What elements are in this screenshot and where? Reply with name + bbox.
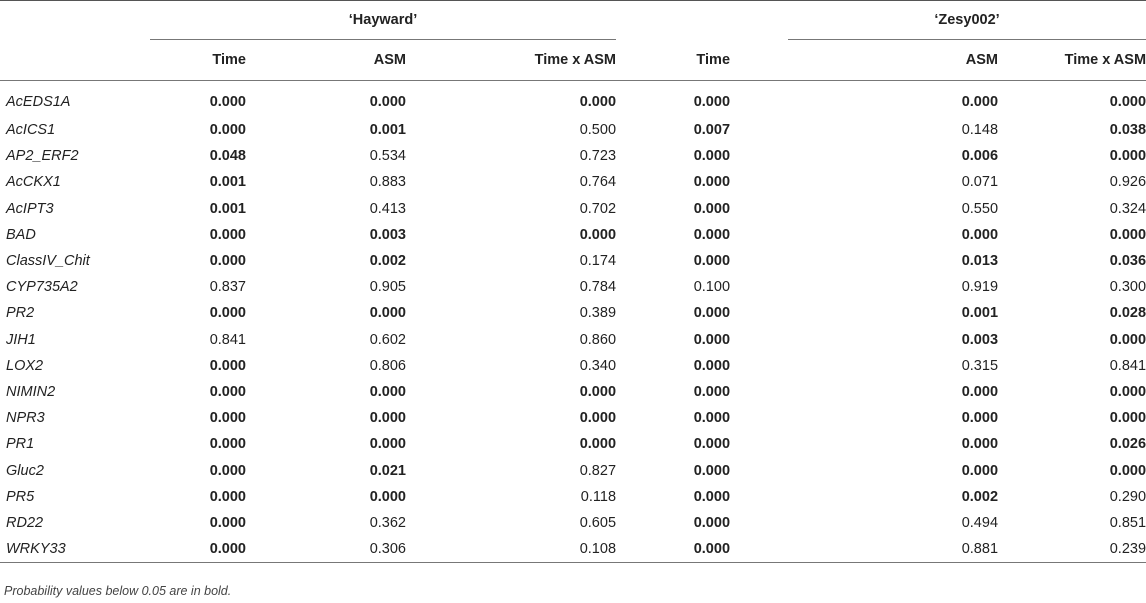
col-zesy-time: Time (616, 40, 730, 81)
hayward-interaction-cell: 0.764 (579, 174, 617, 191)
hayward-time-cell: 0.000 (209, 462, 246, 479)
zesy-time-cell: 0.000 (693, 200, 731, 217)
table-row (0, 327, 1146, 353)
hayward-time-cell: 0.000 (209, 122, 246, 139)
hayward-asm-cell: 0.003 (369, 226, 406, 243)
hayward-time-cell: 0.000 (209, 226, 246, 243)
hayward-interaction-cell: 0.702 (579, 200, 617, 217)
hayward-interaction-cell: 0.500 (579, 122, 617, 139)
hayward-asm-cell: 0.000 (369, 383, 406, 400)
table-row (0, 510, 1146, 536)
zesy-interaction-cell: 0.026 (1109, 436, 1146, 453)
hayward-interaction-cell: 0.827 (579, 462, 617, 479)
table-row (0, 222, 1146, 248)
table-row (0, 248, 1146, 274)
gene-name-cell: AcEDS1A (6, 94, 71, 110)
zesy-time-cell: 0.000 (693, 383, 731, 400)
gene-name-cell: NPR3 (6, 410, 45, 427)
hayward-interaction-cell: 0.000 (579, 383, 617, 400)
hayward-asm-cell: 0.306 (246, 536, 406, 563)
hayward-time-cell: 0.000 (209, 253, 246, 270)
zesy-time-cell: 0.007 (693, 122, 731, 139)
hayward-interaction-cell: 0.000 (579, 94, 617, 110)
zesy-interaction-cell: 0.000 (1109, 462, 1146, 479)
zesy-time-cell: 0.000 (693, 357, 731, 374)
gene-name-cell: AcICS1 (6, 122, 56, 139)
table-row (0, 431, 1146, 457)
zesy-asm-cell: 0.000 (961, 410, 999, 427)
zesy-asm-cell: 0.000 (961, 462, 999, 479)
zesy-time-cell: 0.100 (693, 279, 731, 296)
gene-name-cell: AP2_ERF2 (6, 148, 79, 165)
gene-name-cell: LOX2 (6, 357, 44, 374)
hayward-asm-cell: 0.362 (369, 514, 406, 531)
hayward-asm-cell: 0.000 (369, 410, 406, 427)
group-header-hayward: ‘Hayward’ (150, 1, 616, 40)
zesy-time-cell: 0.000 (693, 488, 731, 505)
zesy-interaction-cell: 0.000 (1109, 94, 1146, 110)
hayward-interaction-cell: 0.784 (579, 279, 617, 296)
zesy-asm-cell: 0.000 (961, 436, 999, 453)
table-body (0, 81, 1146, 563)
hayward-time-cell: 0.000 (209, 410, 246, 427)
zesy-asm-cell: 0.000 (961, 383, 999, 400)
zesy-asm-cell: 0.071 (961, 174, 999, 191)
hayward-time-cell: 0.000 (209, 305, 246, 322)
zesy-time-cell: 0.000 (693, 305, 731, 322)
table-footnote: Probability values below 0.05 are in bold. (4, 584, 232, 598)
hayward-time-cell: 0.000 (209, 94, 246, 110)
hayward-asm-cell: 0.602 (369, 331, 406, 348)
zesy-asm-cell: 0.013 (961, 253, 999, 270)
hayward-interaction-cell: 0.340 (579, 357, 617, 374)
table-row (0, 169, 1146, 195)
group-header-row (0, 1, 1146, 40)
zesy-asm-cell: 0.000 (961, 226, 999, 243)
zesy-interaction-cell: 0.239 (998, 536, 1146, 563)
hayward-time-cell: 0.000 (209, 488, 246, 505)
zesy-interaction-cell: 0.028 (1109, 305, 1146, 322)
zesy-asm-cell: 0.001 (961, 305, 999, 322)
hayward-interaction-cell: 0.174 (579, 253, 617, 270)
zesy-interaction-cell: 0.851 (1109, 514, 1146, 531)
table-row (0, 484, 1146, 510)
hayward-asm-cell: 0.413 (369, 200, 406, 217)
zesy-time-cell: 0.000 (693, 514, 731, 531)
zesy-asm-cell: 0.881 (802, 536, 998, 563)
zesy-time-cell: 0.000 (693, 253, 731, 270)
hayward-asm-cell: 0.000 (369, 305, 406, 322)
zesy-interaction-cell: 0.000 (1109, 331, 1146, 348)
table-row (0, 143, 1146, 169)
gene-name-cell: JIH1 (6, 331, 36, 348)
hayward-interaction-cell: 0.000 (579, 436, 617, 453)
table-row (0, 274, 1146, 300)
hayward-asm-cell: 0.000 (369, 488, 406, 505)
gene-name-cell: PR1 (6, 436, 35, 453)
zesy-asm-cell: 0.003 (961, 331, 999, 348)
table-row (0, 536, 1146, 563)
hayward-time-cell: 0.048 (209, 148, 246, 165)
gene-name-cell: RD22 (6, 514, 44, 531)
zesy-asm-cell: 0.550 (961, 200, 999, 217)
zesy-time-cell: 0.000 (693, 331, 731, 348)
hayward-time-cell: 0.000 (150, 536, 246, 563)
table-row (0, 300, 1146, 326)
gene-name-cell: BAD (6, 226, 36, 243)
table-row (0, 196, 1146, 222)
table-row (0, 353, 1146, 379)
hayward-asm-cell: 0.000 (369, 436, 406, 453)
col-hayward-time: Time (150, 40, 246, 81)
hayward-interaction-cell: 0.860 (579, 331, 617, 348)
gene-name-cell: CYP735A2 (6, 279, 78, 296)
zesy-asm-cell: 0.002 (961, 488, 999, 505)
hayward-asm-cell: 0.534 (369, 148, 406, 165)
gene-name-cell: WRKY33 (0, 536, 150, 563)
gene-name-cell: AcCKX1 (6, 174, 61, 191)
hayward-interaction-cell: 0.605 (579, 514, 617, 531)
table-row (0, 379, 1146, 405)
group-header-zesy: ‘Zesy002’ (788, 1, 1146, 40)
zesy-interaction-cell: 0.038 (1109, 122, 1146, 139)
gene-name-cell: ClassIV_Chit (6, 253, 90, 270)
hayward-asm-cell: 0.002 (369, 253, 406, 270)
hayward-interaction-cell: 0.000 (579, 226, 617, 243)
zesy-time-cell: 0.000 (693, 462, 731, 479)
table-row (0, 457, 1146, 483)
gene-name-cell: NIMIN2 (6, 383, 56, 400)
zesy-interaction-cell: 0.000 (1109, 410, 1146, 427)
hayward-time-cell: 0.000 (209, 436, 246, 453)
hayward-asm-cell: 0.021 (369, 462, 406, 479)
zesy-interaction-cell: 0.290 (1109, 488, 1146, 505)
hayward-interaction-cell: 0.108 (406, 536, 616, 563)
hayward-time-cell: 0.000 (209, 383, 246, 400)
col-hayward-asm: ASM (246, 40, 406, 81)
column-header-row (0, 40, 1146, 81)
zesy-interaction-cell: 0.000 (1109, 383, 1146, 400)
zesy-asm-cell: 0.006 (961, 148, 999, 165)
hayward-time-cell: 0.001 (209, 200, 246, 217)
col-zesy-interaction: Time x ASM (998, 40, 1146, 81)
hayward-interaction-cell: 0.000 (579, 410, 617, 427)
zesy-interaction-cell: 0.926 (1109, 174, 1146, 191)
zesy-time-cell: 0.000 (693, 226, 731, 243)
hayward-time-cell: 0.841 (209, 331, 246, 348)
hayward-time-cell: 0.837 (209, 279, 246, 296)
zesy-asm-cell: 0.919 (961, 279, 999, 296)
table-row (0, 81, 1146, 118)
hayward-asm-cell: 0.001 (369, 122, 406, 139)
zesy-time-cell: 0.000 (693, 410, 731, 427)
zesy-interaction-cell: 0.324 (1109, 200, 1146, 217)
zesy-asm-cell: 0.315 (961, 357, 999, 374)
zesy-interaction-cell: 0.036 (1109, 253, 1146, 270)
zesy-time-cell: 0.000 (693, 436, 731, 453)
hayward-interaction-cell: 0.389 (579, 305, 617, 322)
hayward-time-cell: 0.000 (209, 514, 246, 531)
zesy-interaction-cell: 0.000 (1109, 226, 1146, 243)
zesy-interaction-cell: 0.300 (1109, 279, 1146, 296)
zesy-time-cell: 0.000 (616, 536, 730, 563)
hayward-asm-cell: 0.806 (369, 357, 406, 374)
zesy-asm-cell: 0.000 (961, 94, 999, 110)
col-hayward-interaction: Time x ASM (406, 40, 616, 81)
gene-name-cell: Gluc2 (6, 462, 44, 479)
hayward-asm-cell: 0.883 (369, 174, 406, 191)
zesy-interaction-cell: 0.841 (1109, 357, 1146, 374)
hayward-time-cell: 0.000 (209, 357, 246, 374)
zesy-time-cell: 0.000 (693, 148, 731, 165)
zesy-asm-cell: 0.148 (961, 122, 999, 139)
gene-name-cell: PR5 (6, 488, 35, 505)
gene-name-cell: AcIPT3 (6, 200, 54, 217)
zesy-asm-cell: 0.494 (961, 514, 999, 531)
col-zesy-asm: ASM (802, 40, 998, 81)
hayward-interaction-cell: 0.118 (580, 488, 617, 505)
hayward-time-cell: 0.001 (209, 174, 246, 191)
zesy-time-cell: 0.000 (693, 174, 731, 191)
hayward-asm-cell: 0.000 (369, 94, 406, 110)
table-row (0, 405, 1146, 431)
hayward-interaction-cell: 0.723 (579, 148, 617, 165)
table-row (0, 117, 1146, 143)
zesy-interaction-cell: 0.000 (1109, 148, 1146, 165)
hayward-asm-cell: 0.905 (369, 279, 406, 296)
gene-name-cell: PR2 (6, 305, 35, 322)
zesy-time-cell: 0.000 (693, 94, 731, 110)
